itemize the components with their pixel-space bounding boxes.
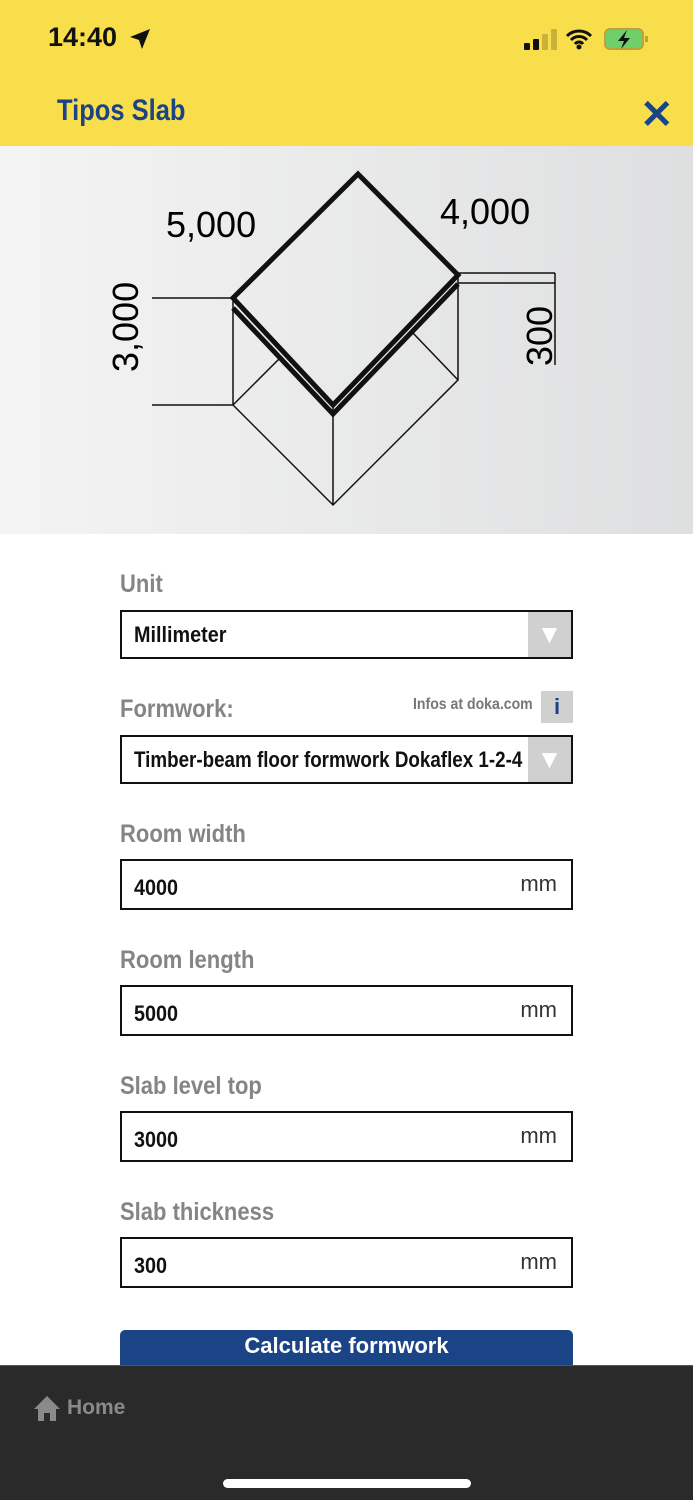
slab-thickness-label: Slab thickness (120, 1198, 275, 1226)
info-icon[interactable]: i (541, 691, 573, 723)
home-indicator[interactable] (223, 1479, 471, 1488)
unit-suffix: mm (520, 1249, 557, 1274)
unit-suffix: mm (520, 871, 557, 896)
home-icon (33, 1394, 61, 1422)
info-link[interactable]: Infos at doka.com (413, 696, 533, 713)
slab-thickness-value: 300 (134, 1253, 168, 1278)
formwork-label: Formwork: (120, 695, 234, 723)
room-width-value: 4000 (134, 875, 179, 900)
unit-suffix: mm (520, 1123, 557, 1148)
header (0, 0, 693, 146)
slab-thickness-input[interactable] (120, 1237, 573, 1288)
home-label: Home (67, 1396, 126, 1419)
chevron-down-icon: ▼ (528, 612, 571, 657)
dim-thickness: 300 (519, 305, 560, 366)
location-arrow-icon (128, 27, 152, 51)
formwork-value: Timber-beam floor formwork Dokaflex 1-2-4 (134, 747, 523, 772)
page-title: Tipos Slab (57, 94, 186, 127)
unit-value: Millimeter (134, 622, 227, 647)
dim-length: 5,000 (166, 204, 257, 245)
room-length-value: 5000 (134, 1001, 179, 1026)
unit-suffix: mm (520, 997, 557, 1022)
slab-level-top-label: Slab level top (120, 1072, 262, 1100)
slab-level-top-value: 3000 (134, 1127, 179, 1152)
unit-select[interactable] (120, 610, 573, 659)
home-button[interactable] (33, 1394, 125, 1422)
signal-icon (524, 29, 558, 51)
formwork-select[interactable] (120, 735, 573, 784)
wifi-icon (565, 28, 593, 50)
slab-drawing (0, 146, 693, 534)
dim-height: 3,000 (105, 281, 146, 372)
room-length-label: Room length (120, 946, 255, 974)
slab-level-top-input[interactable] (120, 1111, 573, 1162)
chevron-down-icon: ▼ (528, 737, 571, 782)
unit-label: Unit (120, 570, 163, 598)
footer (0, 1365, 693, 1500)
room-width-input[interactable] (120, 859, 573, 910)
slab-diagram (0, 146, 693, 534)
room-length-input[interactable] (120, 985, 573, 1036)
status-time: 14:40 (48, 22, 118, 52)
calculate-button[interactable]: Calculate formwork (120, 1330, 573, 1400)
battery-charging-icon (604, 27, 650, 51)
room-width-label: Room width (120, 820, 246, 848)
close-button[interactable]: ✕ (640, 93, 674, 137)
dim-width: 4,000 (440, 191, 531, 232)
